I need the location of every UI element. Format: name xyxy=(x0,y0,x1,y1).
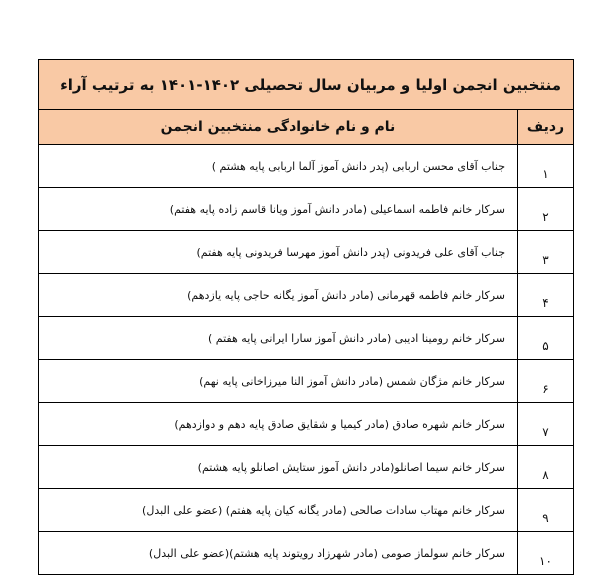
table-row xyxy=(39,145,574,188)
table-row xyxy=(39,360,574,403)
member-name: سرکار خانم فاطمه قهرمانی (مادر دانش آموز یگانه حاجی پایه یازدهم) xyxy=(39,274,518,317)
member-name: سرکار خانم شهره صادق (مادر کیمیا و شقایق صادق پایه دهم و دوازدهم) xyxy=(39,403,518,446)
member-name: سرکار خانم مژگان شمس (مادر دانش آموز النا میرزاخانی پایه نهم) xyxy=(39,360,518,403)
row-number: ۹ xyxy=(518,489,574,532)
row-number: ۲ xyxy=(518,188,574,231)
row-number: ۷ xyxy=(518,403,574,446)
members-table xyxy=(38,59,574,575)
table-row xyxy=(39,532,574,575)
member-name: سرکار خانم فاطمه اسماعیلی (مادر دانش آموز ویانا قاسم زاده پایه هفتم) xyxy=(39,188,518,231)
title-row xyxy=(39,60,574,110)
header-number: ردیف xyxy=(518,110,574,145)
table-title: منتخبین انجمن اولیا و مربیان سال تحصیلی ۱۴۰۲-۱۴۰۱ به ترتیب آراء xyxy=(39,60,574,110)
row-number: ۸ xyxy=(518,446,574,489)
member-name: جناب آقای علی فریدونی (پدر دانش آموز مهرسا فریدونی پایه هفتم) xyxy=(39,231,518,274)
table-row xyxy=(39,317,574,360)
row-number: ۳ xyxy=(518,231,574,274)
member-name: سرکار خانم رومینا ادیبی (مادر دانش آموز سارا ایرانی پایه هفتم ) xyxy=(39,317,518,360)
member-name: جناب آقای محسن اربابی (پدر دانش آموز آلما اربابی پایه هشتم ) xyxy=(39,145,518,188)
member-name: سرکار خانم مهتاب سادات صالحی (مادر یگانه کیان پایه هفتم) (عضو علی البدل) xyxy=(39,489,518,532)
row-number: ۴ xyxy=(518,274,574,317)
row-number: ۱۰ xyxy=(518,532,574,575)
table-row xyxy=(39,274,574,317)
header-name: نام و نام خانوادگی منتخبین انجمن xyxy=(39,110,518,145)
table-row xyxy=(39,188,574,231)
row-number: ۶ xyxy=(518,360,574,403)
row-number: ۵ xyxy=(518,317,574,360)
header-row xyxy=(39,110,574,145)
member-name: سرکار خانم سیما اصانلو(مادر دانش آموز ستایش اصانلو پایه هشتم) xyxy=(39,446,518,489)
table-row xyxy=(39,231,574,274)
table-row xyxy=(39,403,574,446)
row-number: ۱ xyxy=(518,145,574,188)
table-row xyxy=(39,446,574,489)
table-row xyxy=(39,489,574,532)
member-name: سرکار خانم سولماز صومی (مادر شهرزاد رویتوند پایه هشتم)(عضو علی البدل) xyxy=(39,532,518,575)
